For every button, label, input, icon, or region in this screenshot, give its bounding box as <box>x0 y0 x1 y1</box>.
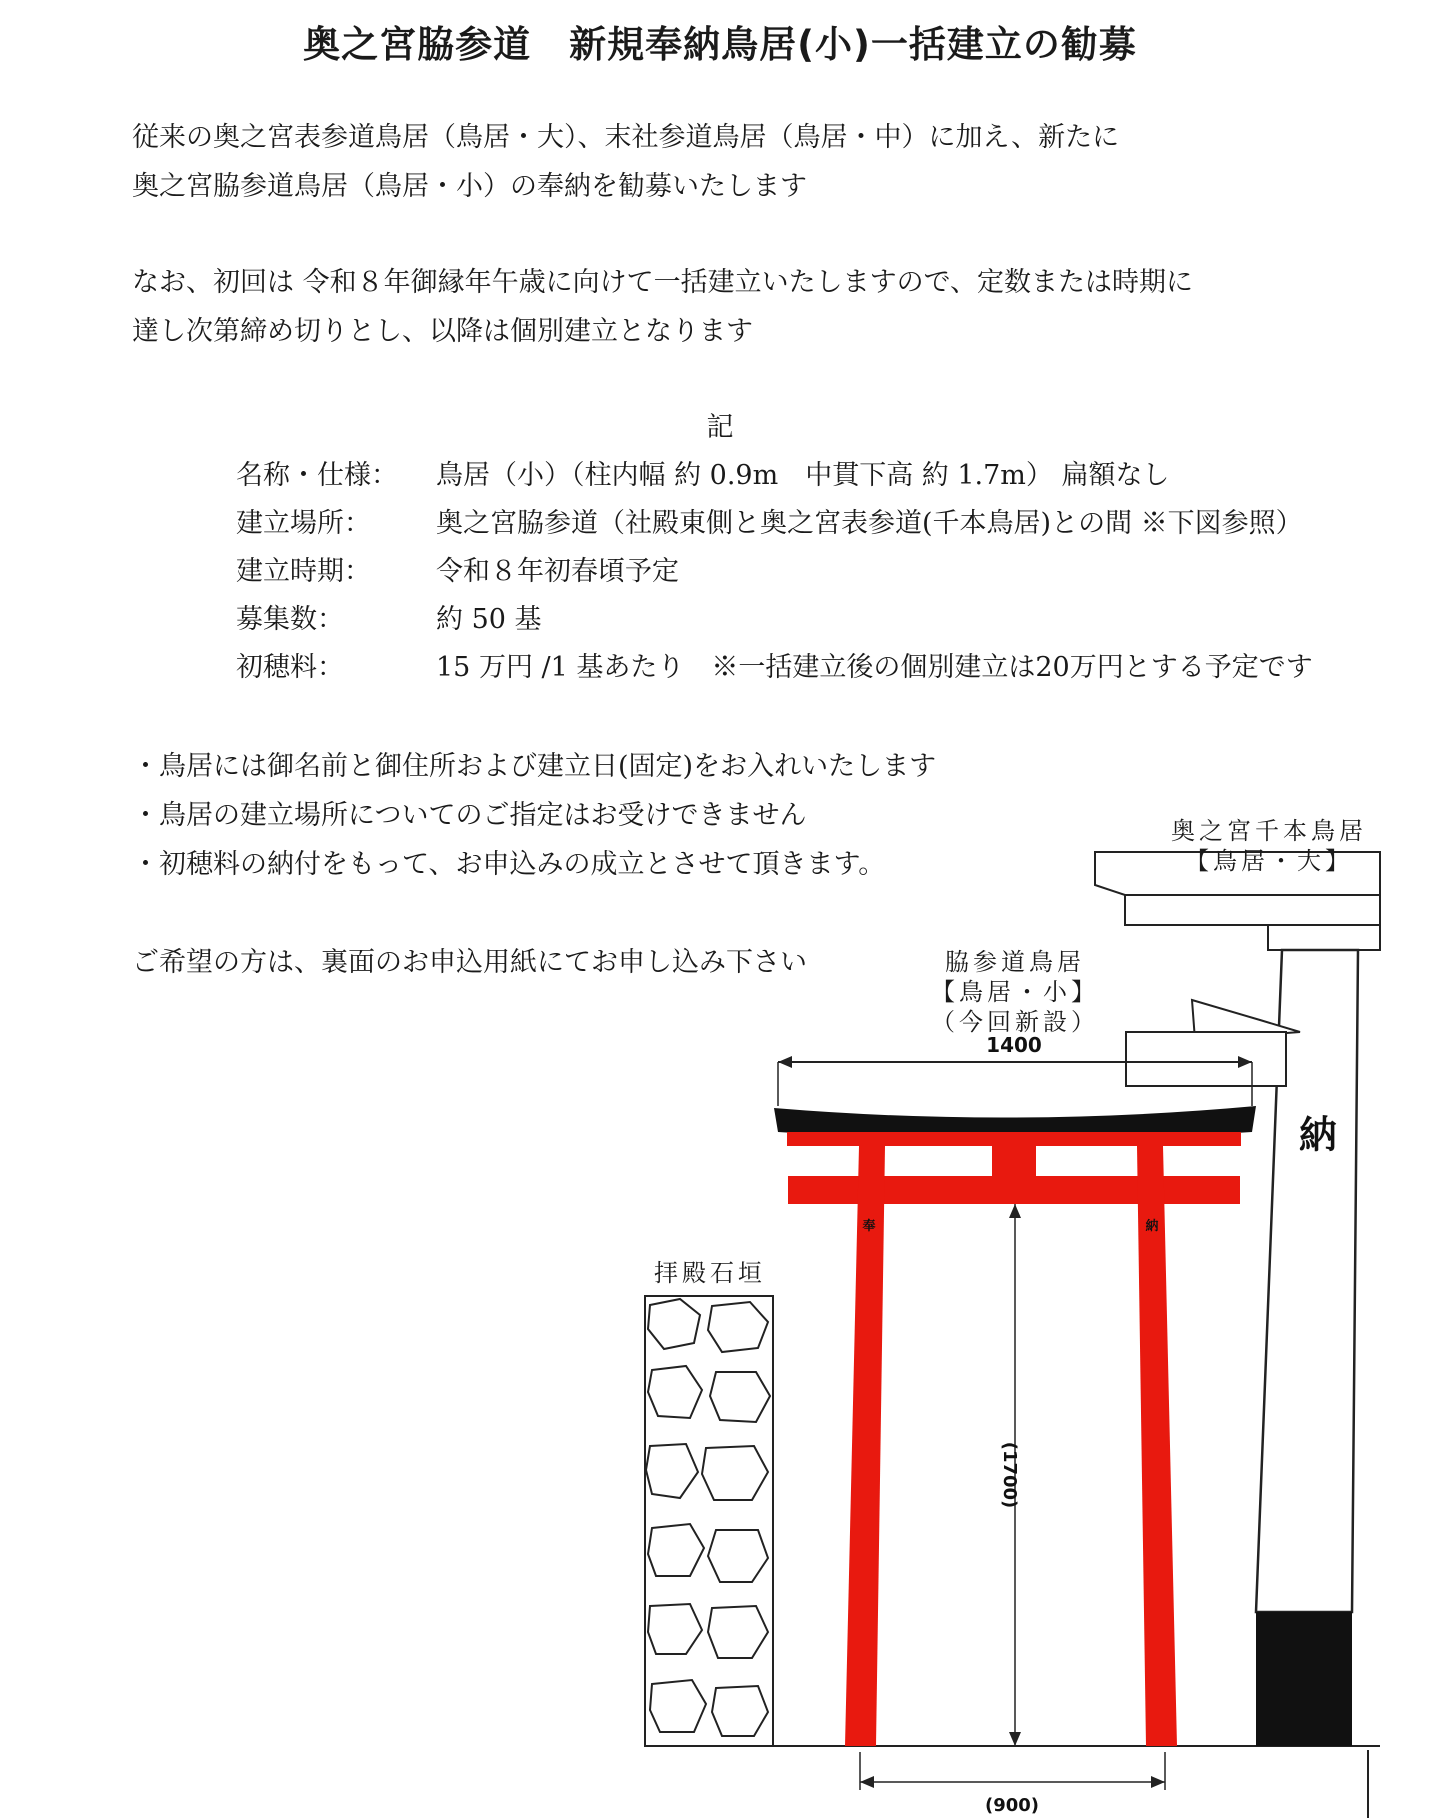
spec-label: 初穂料： <box>236 652 344 683</box>
wall-label: 拝殿石垣 <box>654 1259 766 1287</box>
small-torii-type: 【鳥居・小】 <box>931 978 1099 1006</box>
inner-width-dimension-label: (900) <box>984 1795 1040 1816</box>
notice-line-1: なお、初回は 令和８年御縁年午歳に向けて一括建立いたしますので、定数または時期に <box>132 267 1194 298</box>
pillar-base <box>1256 1612 1352 1746</box>
nuki <box>788 1176 1240 1204</box>
spec-label: 募集数： <box>236 604 344 635</box>
spec-value: 鳥居（小）（柱内幅 約 0.9m 中貫下高 約 1.7m） 扁額なし <box>436 460 1170 491</box>
pillar-char-right: 納 <box>1145 1219 1159 1234</box>
spec-value: 奥之宮脇参道（社殿東側と奥之宮表参道(千本鳥居)との間 ※下図参照） <box>436 508 1303 539</box>
notice-line-2: 達し次第締め切りとし、以降は個別建立となります <box>132 316 753 347</box>
small-torii-name: 脇参道鳥居 <box>945 948 1085 976</box>
note-item: ・初穂料の納付をもって、お申込みの成立とさせて頂きます。 <box>132 849 886 880</box>
height-dimension <box>999 1204 1021 1746</box>
width-dimension-label: 1400 <box>986 1033 1042 1057</box>
large-torii-type: 【鳥居・大】 <box>1185 847 1353 875</box>
small-torii-status: （今回新設） <box>931 1008 1099 1036</box>
page-title: 奥之宮脇参道 新規奉納鳥居(小)一括建立の勧募 <box>303 23 1137 66</box>
stone-wall <box>645 1296 773 1746</box>
spec-label: 建立場所： <box>236 508 371 539</box>
spec-value: 令和８年初春頃予定 <box>436 556 679 587</box>
large-torii-name: 奥之宮千本鳥居 <box>1171 817 1367 845</box>
pillar-char-left: 奉 <box>862 1219 876 1234</box>
closing-text: ご希望の方は、裏面のお申込用紙にてお申し込み下さい <box>132 947 807 978</box>
right-pillar <box>1137 1146 1177 1746</box>
spec-value: 約 50 基 <box>436 604 542 635</box>
large-pillar-char: 納 <box>1298 1113 1338 1157</box>
intro-line-1: 従来の奥之宮表参道鳥居（鳥居・大）、末社参道鳥居（鳥居・中）に加え、新たに <box>132 122 1120 153</box>
spec-label: 名称・仕様： <box>236 460 398 491</box>
inner-width-dimension <box>860 1752 1165 1816</box>
spec-value: 15 万円 /1 基あたり ※一括建立後の個別建立は20万円とする予定です <box>436 652 1313 683</box>
left-pillar <box>845 1146 885 1746</box>
height-dimension-label: (1700) <box>999 1441 1020 1509</box>
note-item: ・鳥居には御名前と御住所および建立日(固定)をお入れいたします <box>132 751 937 782</box>
large-torii-label <box>1154 816 1384 876</box>
intro-line-2: 奥之宮脇参道鳥居（鳥居・小）の奉納を勧募いたします <box>132 171 807 202</box>
small-torii-label <box>895 947 1135 1037</box>
spec-label: 建立時期： <box>236 556 371 587</box>
note-item: ・鳥居の建立場所についてのご指定はお受けできません <box>132 800 807 831</box>
ki-heading: 記 <box>706 412 734 443</box>
large-torii <box>1095 852 1380 1818</box>
